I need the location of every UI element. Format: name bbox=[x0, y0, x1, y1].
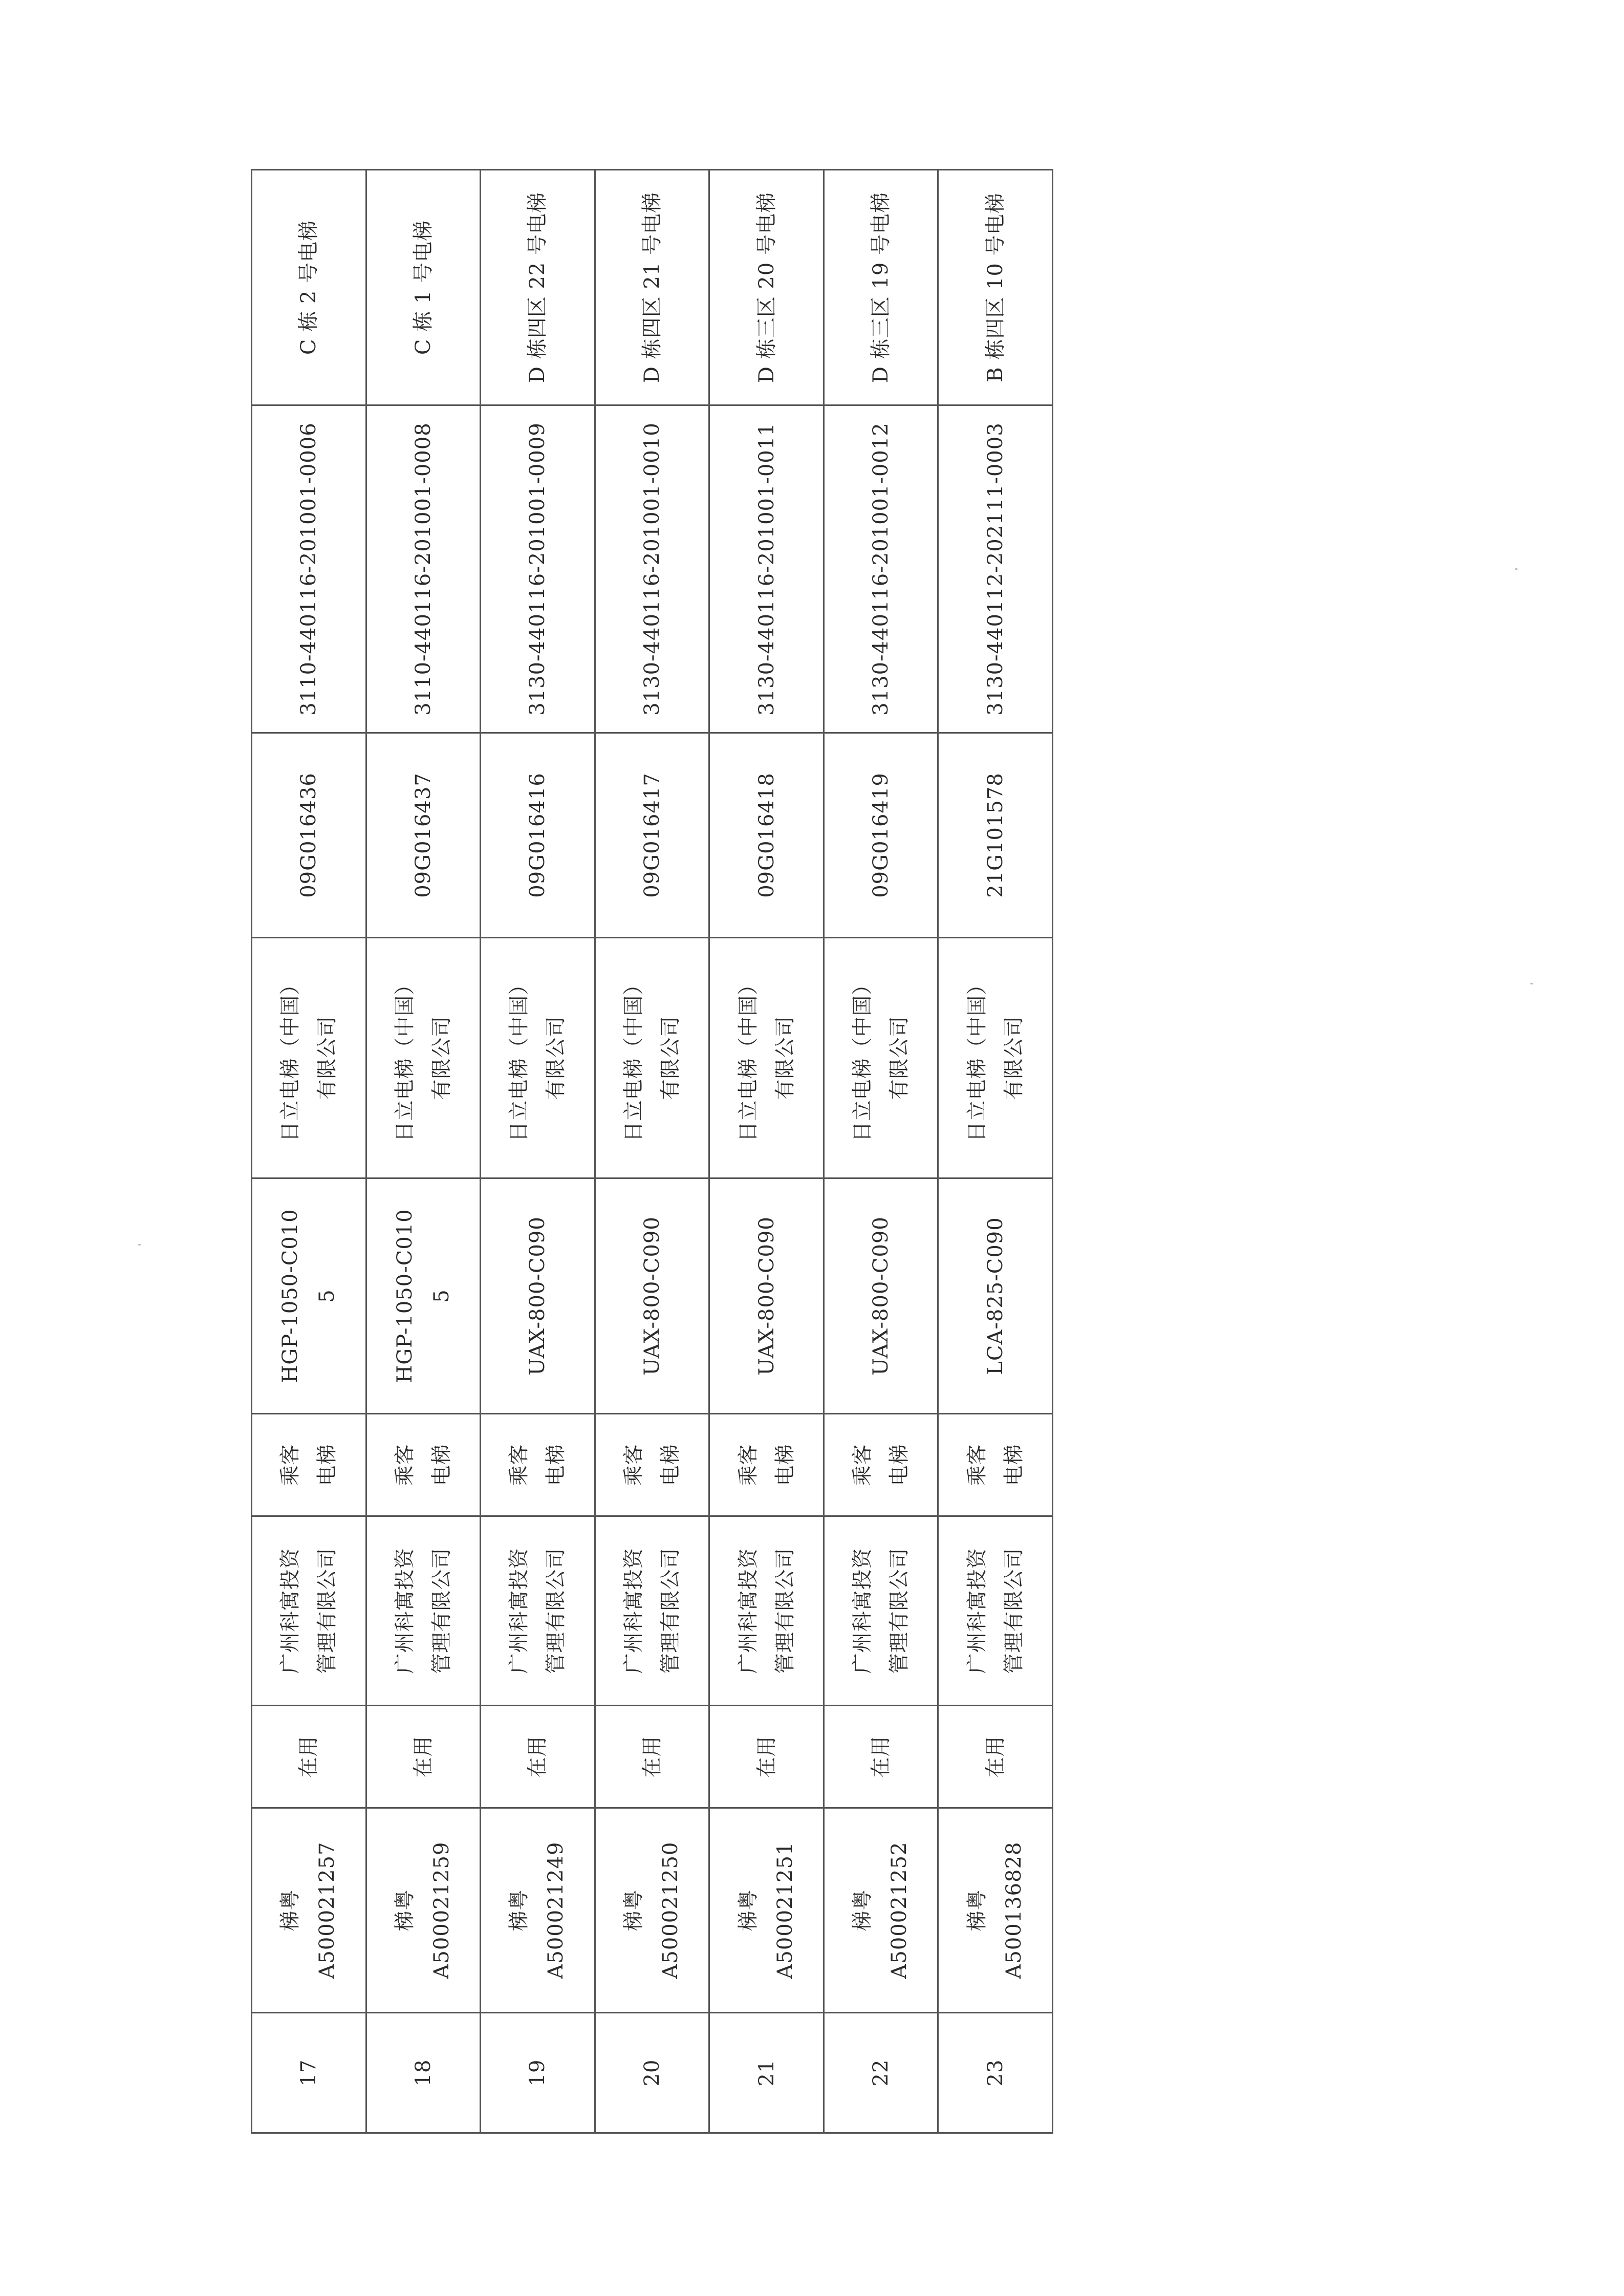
cell-equipment-code-text: 3110-440116-201001-0008 bbox=[411, 422, 435, 716]
cell-serial-number bbox=[366, 2013, 481, 2133]
cell-equipment-type-line: 电梯 bbox=[773, 1444, 797, 1486]
cell-location-text: D 栋三区 19 号电梯 bbox=[869, 191, 893, 383]
cell-manufacturer-line: 日立电梯（中国） bbox=[965, 974, 989, 1142]
cell-factory-number-text: 09G016437 bbox=[411, 773, 435, 898]
cell-owner-unit bbox=[709, 1516, 824, 1706]
cell-equipment-type bbox=[709, 1414, 824, 1516]
table-row bbox=[252, 170, 366, 2133]
cell-equipment-code bbox=[595, 405, 709, 733]
cell-equipment-type bbox=[481, 1414, 595, 1516]
cell-serial-number bbox=[824, 2013, 938, 2133]
cell-equipment-code-text: 3130-440116-201001-0012 bbox=[869, 422, 893, 716]
cell-manufacturer-line: 日立电梯（中国） bbox=[278, 974, 302, 1142]
cell-registration-code-line: A500021249 bbox=[544, 1841, 568, 1979]
cell-equipment-type bbox=[938, 1414, 1053, 1516]
cell-manufacturer bbox=[824, 938, 938, 1178]
cell-manufacturer bbox=[938, 938, 1053, 1178]
cell-status-text: 在用 bbox=[526, 1735, 550, 1778]
cell-model bbox=[252, 1178, 366, 1414]
cell-equipment-code-text: 3130-440112-202111-0003 bbox=[983, 422, 1007, 716]
cell-registration-code bbox=[709, 1808, 824, 2013]
cell-equipment-type-line: 乘客 bbox=[851, 1444, 875, 1486]
cell-equipment-type-line: 电梯 bbox=[658, 1444, 682, 1486]
cell-registration-code bbox=[938, 1808, 1053, 2013]
cell-location-text: D 栋三区 20 号电梯 bbox=[754, 191, 778, 383]
cell-owner-unit-line: 管理有限公司 bbox=[658, 1548, 682, 1674]
cell-manufacturer bbox=[709, 938, 824, 1178]
cell-factory-number-text: 09G016436 bbox=[297, 773, 321, 898]
cell-model-line: UAX-800-C090 bbox=[526, 1216, 550, 1376]
cell-model-line: UAX-800-C090 bbox=[869, 1216, 893, 1376]
cell-status-text: 在用 bbox=[411, 1735, 435, 1778]
cell-registration-code bbox=[481, 1808, 595, 2013]
cell-location bbox=[252, 170, 366, 405]
cell-factory-number bbox=[366, 733, 481, 938]
table-row bbox=[595, 170, 709, 2133]
cell-serial-number-text: 21 bbox=[754, 2059, 778, 2087]
cell-status bbox=[595, 1706, 709, 1808]
cell-equipment-type-line: 电梯 bbox=[429, 1444, 453, 1486]
cell-owner-unit-line: 管理有限公司 bbox=[544, 1548, 568, 1674]
cell-manufacturer-line: 有限公司 bbox=[887, 1016, 912, 1100]
cell-equipment-type-line: 乘客 bbox=[393, 1444, 417, 1486]
cell-registration-code-line: 梯粤 bbox=[736, 1889, 760, 1932]
table-row bbox=[481, 170, 595, 2133]
cell-manufacturer-line: 有限公司 bbox=[544, 1016, 568, 1100]
cell-location-text: B 栋四区 10 号电梯 bbox=[983, 192, 1007, 382]
cell-manufacturer-line: 有限公司 bbox=[1002, 1016, 1026, 1100]
cell-manufacturer-line: 日立电梯（中国） bbox=[621, 974, 645, 1142]
cell-manufacturer-line: 有限公司 bbox=[773, 1016, 797, 1100]
cell-location bbox=[938, 170, 1053, 405]
cell-location-text: D 栋四区 21 号电梯 bbox=[640, 191, 664, 383]
cell-factory-number bbox=[595, 733, 709, 938]
rotated-table-wrapper bbox=[251, 170, 1052, 2134]
table-body bbox=[252, 170, 1053, 2133]
cell-model bbox=[709, 1178, 824, 1414]
cell-model bbox=[824, 1178, 938, 1414]
table-row bbox=[824, 170, 938, 2133]
cell-serial-number bbox=[938, 2013, 1053, 2133]
cell-registration-code-line: 梯粤 bbox=[278, 1889, 302, 1932]
cell-location-text: C 栋 1 号电梯 bbox=[411, 220, 435, 355]
cell-manufacturer-line: 有限公司 bbox=[658, 1016, 682, 1100]
cell-model-line: UAX-800-C090 bbox=[640, 1216, 664, 1376]
cell-registration-code-line: 梯粤 bbox=[965, 1889, 989, 1932]
cell-equipment-type bbox=[595, 1414, 709, 1516]
cell-equipment-type-line: 电梯 bbox=[887, 1444, 912, 1486]
cell-model-line: LCA-825-C090 bbox=[983, 1217, 1007, 1375]
cell-equipment-type-line: 乘客 bbox=[507, 1444, 531, 1486]
cell-equipment-type bbox=[824, 1414, 938, 1516]
cell-registration-code-line: A500021252 bbox=[887, 1841, 912, 1979]
cell-owner-unit bbox=[252, 1516, 366, 1706]
cell-serial-number bbox=[595, 2013, 709, 2133]
cell-status-text: 在用 bbox=[754, 1735, 778, 1778]
cell-status bbox=[481, 1706, 595, 1808]
cell-registration-code bbox=[366, 1808, 481, 2013]
cell-registration-code-line: A500021251 bbox=[773, 1841, 797, 1979]
cell-model bbox=[938, 1178, 1053, 1414]
cell-equipment-code bbox=[709, 405, 824, 733]
scan-speck bbox=[1530, 983, 1533, 984]
elevator-register-table bbox=[251, 169, 1053, 2134]
cell-equipment-type bbox=[366, 1414, 481, 1516]
cell-registration-code-line: 梯粤 bbox=[851, 1889, 875, 1932]
cell-serial-number bbox=[252, 2013, 366, 2133]
cell-owner-unit-line: 广州科寓投资 bbox=[736, 1548, 760, 1674]
cell-serial-number-text: 23 bbox=[983, 2059, 1007, 2087]
cell-factory-number-text: 09G016418 bbox=[754, 773, 778, 898]
cell-location-text: C 栋 2 号电梯 bbox=[297, 220, 321, 355]
cell-location bbox=[595, 170, 709, 405]
cell-factory-number-text: 09G016417 bbox=[640, 773, 664, 898]
cell-owner-unit bbox=[938, 1516, 1053, 1706]
cell-manufacturer-line: 日立电梯（中国） bbox=[851, 974, 875, 1142]
scan-speck bbox=[138, 1244, 141, 1246]
cell-status-text: 在用 bbox=[297, 1735, 321, 1778]
cell-owner-unit-line: 广州科寓投资 bbox=[278, 1548, 302, 1674]
cell-equipment-code-text: 3130-440116-201001-0009 bbox=[526, 422, 550, 716]
cell-equipment-code-text: 3130-440116-201001-0011 bbox=[754, 422, 778, 716]
cell-manufacturer bbox=[366, 938, 481, 1178]
cell-location bbox=[366, 170, 481, 405]
cell-serial-number-text: 19 bbox=[526, 2059, 550, 2087]
cell-status-text: 在用 bbox=[869, 1735, 893, 1778]
cell-owner-unit-line: 广州科寓投资 bbox=[507, 1548, 531, 1674]
cell-owner-unit-line: 管理有限公司 bbox=[429, 1548, 453, 1674]
cell-registration-code-line: 梯粤 bbox=[507, 1889, 531, 1932]
cell-status bbox=[366, 1706, 481, 1808]
cell-registration-code-line: 梯粤 bbox=[393, 1889, 417, 1932]
cell-manufacturer bbox=[595, 938, 709, 1178]
cell-model bbox=[481, 1178, 595, 1414]
cell-equipment-code bbox=[366, 405, 481, 733]
cell-factory-number-text: 09G016416 bbox=[526, 773, 550, 898]
table-row bbox=[938, 170, 1053, 2133]
cell-owner-unit-line: 管理有限公司 bbox=[315, 1548, 339, 1674]
cell-owner-unit-line: 管理有限公司 bbox=[1002, 1548, 1026, 1674]
cell-manufacturer-line: 日立电梯（中国） bbox=[507, 974, 531, 1142]
cell-factory-number bbox=[824, 733, 938, 938]
cell-manufacturer-line: 日立电梯（中国） bbox=[736, 974, 760, 1142]
cell-owner-unit-line: 广州科寓投资 bbox=[965, 1548, 989, 1674]
cell-equipment-code-text: 3110-440116-201001-0006 bbox=[297, 422, 321, 716]
cell-manufacturer bbox=[481, 938, 595, 1178]
cell-location bbox=[709, 170, 824, 405]
cell-manufacturer-line: 日立电梯（中国） bbox=[393, 974, 417, 1142]
cell-model bbox=[366, 1178, 481, 1414]
cell-equipment-code bbox=[481, 405, 595, 733]
cell-serial-number bbox=[709, 2013, 824, 2133]
cell-equipment-type-line: 电梯 bbox=[1002, 1444, 1026, 1486]
cell-equipment-type bbox=[252, 1414, 366, 1516]
cell-equipment-code bbox=[824, 405, 938, 733]
cell-location-text: D 栋四区 22 号电梯 bbox=[526, 191, 550, 383]
cell-equipment-type-line: 电梯 bbox=[544, 1444, 568, 1486]
table-row bbox=[366, 170, 481, 2133]
cell-registration-code-line: A500021259 bbox=[429, 1841, 453, 1979]
cell-location bbox=[481, 170, 595, 405]
cell-status bbox=[709, 1706, 824, 1808]
scan-speck bbox=[1515, 568, 1518, 570]
cell-factory-number bbox=[938, 733, 1053, 938]
cell-factory-number-text: 09G016419 bbox=[869, 773, 893, 898]
cell-status bbox=[938, 1706, 1053, 1808]
cell-model-line: HGP-1050-C010 bbox=[393, 1209, 417, 1383]
table-row bbox=[709, 170, 824, 2133]
cell-owner-unit bbox=[366, 1516, 481, 1706]
cell-status-text: 在用 bbox=[640, 1735, 664, 1778]
cell-location bbox=[824, 170, 938, 405]
cell-serial-number-text: 18 bbox=[411, 2059, 435, 2087]
cell-manufacturer bbox=[252, 938, 366, 1178]
cell-registration-code-line: A500021257 bbox=[315, 1841, 339, 1979]
cell-equipment-type-line: 乘客 bbox=[278, 1444, 302, 1486]
cell-factory-number bbox=[252, 733, 366, 938]
cell-status-text: 在用 bbox=[983, 1735, 1007, 1778]
cell-factory-number bbox=[481, 733, 595, 938]
cell-owner-unit-line: 广州科寓投资 bbox=[393, 1548, 417, 1674]
cell-model bbox=[595, 1178, 709, 1414]
cell-registration-code-line: A500136828 bbox=[1002, 1841, 1026, 1979]
cell-registration-code bbox=[824, 1808, 938, 2013]
cell-registration-code bbox=[252, 1808, 366, 2013]
cell-model-line: 5 bbox=[429, 1289, 453, 1303]
cell-registration-code bbox=[595, 1808, 709, 2013]
cell-equipment-type-line: 乘客 bbox=[736, 1444, 760, 1486]
cell-serial-number-text: 22 bbox=[869, 2059, 893, 2087]
cell-equipment-type-line: 乘客 bbox=[965, 1444, 989, 1486]
cell-serial-number-text: 17 bbox=[297, 2059, 321, 2087]
cell-owner-unit-line: 管理有限公司 bbox=[773, 1548, 797, 1674]
cell-model-line: UAX-800-C090 bbox=[754, 1216, 778, 1376]
cell-manufacturer-line: 有限公司 bbox=[315, 1016, 339, 1100]
cell-model-line: HGP-1050-C010 bbox=[278, 1209, 302, 1383]
cell-factory-number-text: 21G101578 bbox=[983, 773, 1007, 898]
cell-equipment-code bbox=[252, 405, 366, 733]
cell-equipment-code-text: 3130-440116-201001-0010 bbox=[640, 422, 664, 716]
cell-owner-unit-line: 管理有限公司 bbox=[887, 1548, 912, 1674]
cell-equipment-type-line: 乘客 bbox=[621, 1444, 645, 1486]
cell-owner-unit bbox=[595, 1516, 709, 1706]
cell-owner-unit bbox=[481, 1516, 595, 1706]
cell-registration-code-line: 梯粤 bbox=[621, 1889, 645, 1932]
cell-status bbox=[252, 1706, 366, 1808]
cell-serial-number-text: 20 bbox=[640, 2059, 664, 2087]
cell-manufacturer-line: 有限公司 bbox=[429, 1016, 453, 1100]
cell-factory-number bbox=[709, 733, 824, 938]
cell-equipment-code bbox=[938, 405, 1053, 733]
cell-serial-number bbox=[481, 2013, 595, 2133]
cell-registration-code-line: A500021250 bbox=[658, 1841, 682, 1979]
cell-status bbox=[824, 1706, 938, 1808]
cell-equipment-type-line: 电梯 bbox=[315, 1444, 339, 1486]
cell-model-line: 5 bbox=[315, 1289, 339, 1303]
cell-owner-unit-line: 广州科寓投资 bbox=[621, 1548, 645, 1674]
cell-owner-unit-line: 广州科寓投资 bbox=[851, 1548, 875, 1674]
cell-owner-unit bbox=[824, 1516, 938, 1706]
